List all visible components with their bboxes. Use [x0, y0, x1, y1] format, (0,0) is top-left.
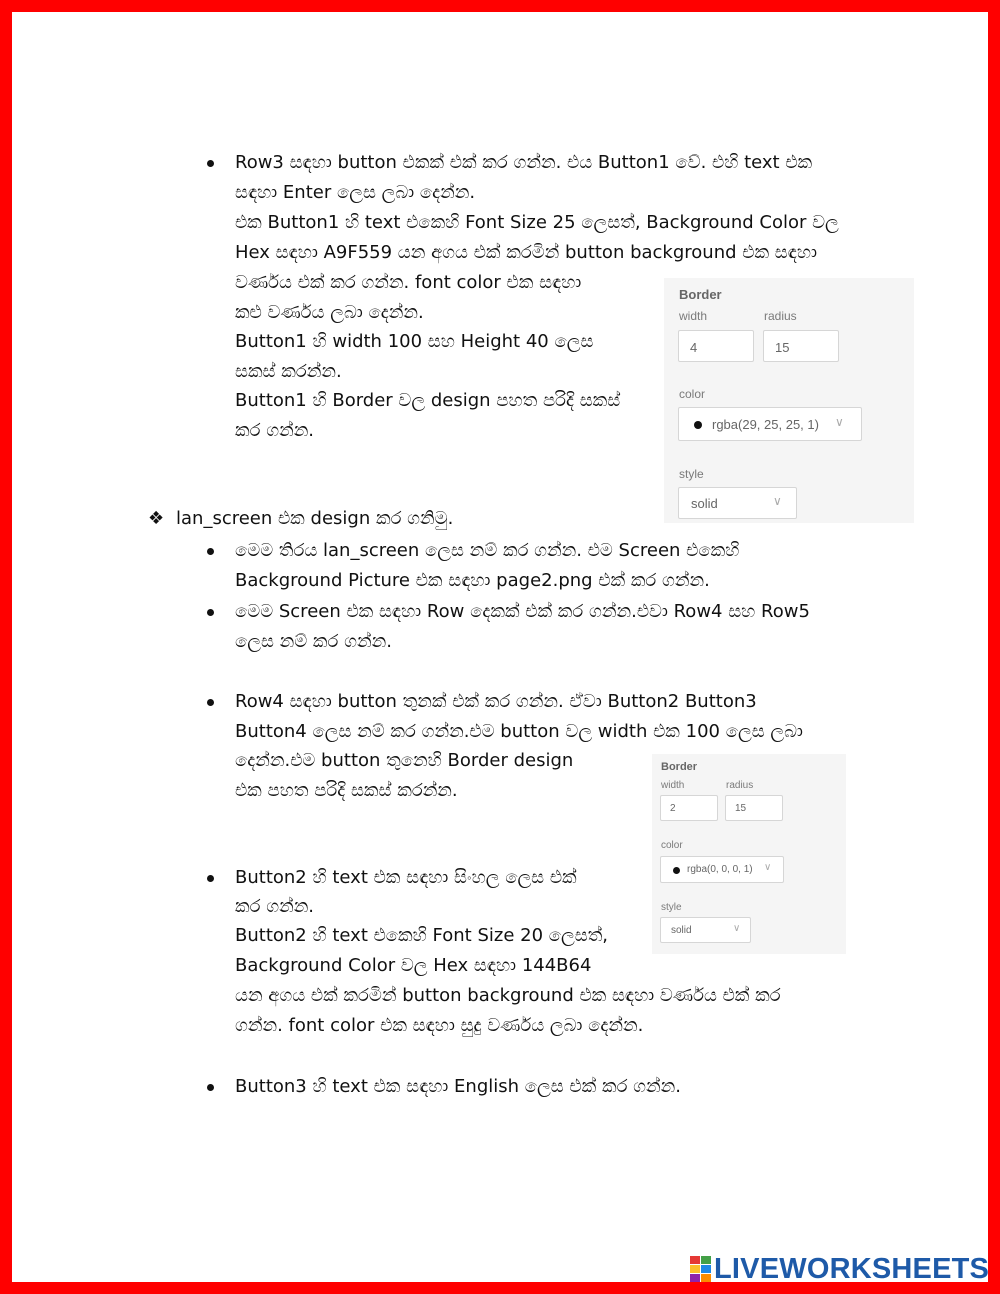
- chevron-down-icon: ∨: [733, 923, 741, 934]
- text-line: Button2 හි text එක සඳහා සිංහල ලෙස එක්: [235, 867, 577, 888]
- text-line: කර ගන්න.: [235, 420, 315, 441]
- border-title: Border: [679, 287, 722, 302]
- color-value: rgba(29, 25, 25, 1): [712, 417, 819, 432]
- logo-text: LIVEWORKSHEETS: [714, 1253, 990, 1285]
- radius-input[interactable]: [763, 330, 839, 362]
- text-line: එක පහත පරිදි සකස් කරන්න.: [235, 780, 458, 801]
- chevron-down-icon: ∨: [773, 494, 782, 508]
- style-value: solid: [691, 496, 718, 511]
- color-select[interactable]: [678, 407, 862, 441]
- text-line: කළු වර්ණය ලබා දෙන්න.: [235, 302, 424, 323]
- color-select[interactable]: [660, 856, 784, 883]
- text-line: ලෙස නම් කර ගන්න.: [235, 631, 392, 652]
- logo-mark-icon: [690, 1256, 712, 1286]
- text-line: Background Picture එක සඳහා page2.png එක් කර ගන්න.: [235, 570, 710, 591]
- text-line: Row3 සඳහා button එකක් එක් කර ගන්න. එය Button1 වේ. එහි text එක: [235, 152, 813, 173]
- bullet: [207, 699, 214, 706]
- chevron-down-icon: ∨: [764, 862, 772, 873]
- liveworksheets-logo: [690, 1252, 990, 1286]
- border-settings-panel: [652, 754, 846, 954]
- bullet: [207, 609, 214, 616]
- color-swatch-icon: [694, 421, 702, 429]
- width-input[interactable]: [678, 330, 754, 362]
- radius-label: radius: [764, 309, 797, 323]
- width-value: 2: [670, 803, 676, 814]
- bullet: [207, 875, 214, 882]
- width-label: width: [661, 780, 685, 791]
- width-label: width: [679, 309, 708, 323]
- text-line: යන අගය එක් කරමින් button background එක සඳහා වර්ණය එක් කර: [235, 985, 781, 1006]
- width-input[interactable]: [660, 795, 718, 821]
- bullet: [207, 1084, 214, 1091]
- radius-value: 15: [735, 803, 747, 814]
- border-title: Border: [661, 761, 698, 773]
- color-value: rgba(0, 0, 0, 1): [687, 864, 753, 875]
- text-line: Button3 හි text එක සඳහා English ලෙස එක් කර ගන්න.: [235, 1076, 681, 1097]
- border-settings-panel: [664, 278, 914, 523]
- chevron-down-icon: ∨: [835, 415, 844, 429]
- text-line: දෙන්න.එම button තුනෙහි Border design: [235, 750, 574, 771]
- radius-value: 15: [775, 340, 790, 355]
- text-line: Button2 හි text එකෙහි Font Size 20 ලෙසත්,: [235, 925, 609, 946]
- text-line: Hex සඳහා A9F559 යන අගය එක් කරමින් button background එක සඳහා: [235, 242, 817, 263]
- text-line: එක Button1 හි text එකෙහි Font Size 25 ලෙසත්, Background Color වල: [235, 212, 839, 233]
- radius-input[interactable]: [725, 795, 783, 821]
- style-select[interactable]: [678, 487, 797, 519]
- color-label: color: [661, 840, 683, 851]
- style-value: solid: [671, 925, 692, 936]
- text-line: සඳහා Enter ලෙස ලබා දෙන්න.: [235, 182, 476, 203]
- style-select[interactable]: [660, 917, 751, 943]
- text-line: Button1 හි Border වල design පහත පරිදි සකස්: [235, 390, 621, 411]
- diamond-bullet-icon: ❖: [148, 508, 165, 529]
- text-line: Button4 ලෙස නම් කර ගන්න.එම button වල width එක 100 ලෙස ලබා: [235, 721, 803, 742]
- text-line: Button1 හි width 100 සහ Height 40 ලෙස: [235, 331, 594, 352]
- bullet: [207, 548, 214, 555]
- text-line: මෙම Screen එක සඳහා Row දෙකක් එක් කර ගන්න.එවා Row4 සහ Row5: [235, 601, 810, 622]
- text-line: Row4 සඳහා button තුනක් එක් කර ගන්න. ඒවා Button2 Button3: [235, 691, 757, 712]
- text-line: Background Color වල Hex සඳහා 144B64: [235, 955, 592, 976]
- text-line: වර්ණය එක් කර ගන්න. font color එක සඳහා: [235, 272, 582, 293]
- radius-label: radius: [726, 780, 754, 791]
- text-line: ගන්න. font color එක සඳහා සුදු වර්ණය ලබා දෙන්න.: [235, 1015, 644, 1036]
- text-line: සකස් කරන්න.: [235, 361, 342, 382]
- text-line: කර ගන්න.: [235, 896, 315, 917]
- style-label: style: [679, 467, 704, 481]
- color-label: color: [679, 387, 706, 401]
- section-heading: lan_screen එක design කර ගනිමු.: [176, 508, 454, 529]
- color-swatch-icon: [673, 867, 680, 874]
- bullet: [207, 160, 214, 167]
- text-line: මෙම තිරය lan_screen ලෙස නම් කර ගන්න. එම Screen එකෙහි: [235, 540, 740, 561]
- style-label: style: [661, 902, 682, 913]
- width-value: 4: [690, 340, 698, 355]
